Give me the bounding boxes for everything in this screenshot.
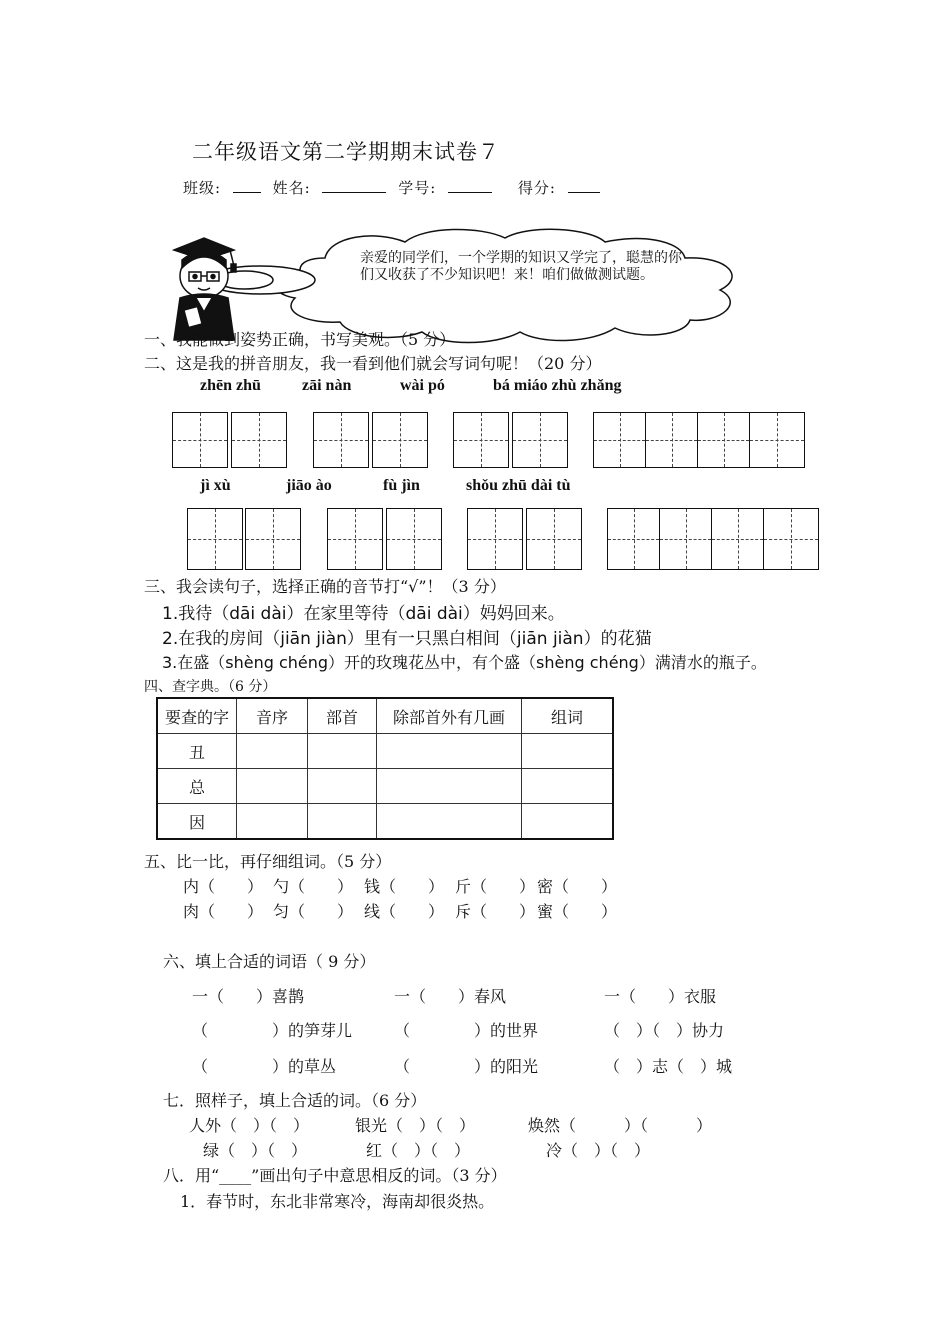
table-row <box>157 769 613 804</box>
writing-grid[interactable] <box>231 412 287 468</box>
writing-grid[interactable] <box>749 412 805 468</box>
writing-grid[interactable] <box>467 508 523 570</box>
section-8-heading: 八．用“____”画出句子中意思相反的词。（3 分） <box>163 1166 507 1185</box>
example-item: 红（ ）（ ） <box>366 1141 471 1160</box>
compare-item: 勺（ ） <box>273 877 354 896</box>
fill-item: （ ）的笋芽儿 <box>192 1021 353 1040</box>
writing-grid[interactable] <box>453 412 509 468</box>
class-field[interactable] <box>233 178 261 193</box>
pinyin-1-1: zhēn zhū <box>200 377 261 394</box>
score-label: 得分: <box>517 179 556 197</box>
section-6-heading: 六、填上合适的词语（ 9 分） <box>163 952 376 971</box>
table-cell-empty[interactable] <box>377 769 522 804</box>
score-field[interactable] <box>568 178 600 193</box>
table-header: 组词 <box>522 698 614 734</box>
sentence-3: 3.在盛（shèng chéng）开的玫瑰花丛中，有个盛（shèng chéng）满清水的瓶子。 <box>162 653 767 672</box>
writing-grid[interactable] <box>697 412 750 468</box>
fill-item: 一（ ）喜鹊 <box>192 987 305 1006</box>
writing-grid[interactable] <box>607 508 660 570</box>
writing-grid[interactable] <box>187 508 243 570</box>
section-7-heading: 七．照样子，填上合适的词。（6 分） <box>163 1091 427 1110</box>
pinyin-2-2: jiāo ào <box>286 477 332 494</box>
example-item: 冷（ ）（ ） <box>546 1141 651 1160</box>
writing-grid[interactable] <box>526 508 582 570</box>
number-label: 学号: <box>398 179 437 197</box>
fill-item: （ ）的世界 <box>394 1021 539 1040</box>
table-header: 除部首外有几画 <box>377 698 522 734</box>
fill-item: （ ）的草丛 <box>192 1057 337 1076</box>
table-cell-empty[interactable] <box>377 734 522 769</box>
fill-item: （ ）（ ）协力 <box>604 1021 725 1040</box>
compare-item: 肉（ ） <box>183 902 264 921</box>
table-cell-char: 因 <box>157 804 237 840</box>
table-cell-empty[interactable] <box>522 769 614 804</box>
writing-grid[interactable] <box>763 508 819 570</box>
writing-grid[interactable] <box>313 412 369 468</box>
table-header-row <box>157 698 613 734</box>
table-cell-empty[interactable] <box>377 804 522 840</box>
table-row <box>157 804 613 840</box>
section-5-heading: 五、比一比，再仔细组词。（5 分） <box>144 852 392 871</box>
writing-grid[interactable] <box>245 508 301 570</box>
section-2-heading: 二、这是我的拼音朋友，我一看到他们就会写词句呢！（20 分） <box>144 354 602 373</box>
name-field[interactable] <box>322 178 386 193</box>
section-3-heading: 三、我会读句子，选择正确的音节打“√”！（3 分） <box>144 577 506 596</box>
pinyin-2-4: shǒu zhū dài tù <box>466 477 571 494</box>
class-label: 班级: <box>183 179 222 197</box>
pinyin-2-3: fù jìn <box>383 477 420 494</box>
table-cell-empty[interactable] <box>308 769 377 804</box>
table-cell-char: 丑 <box>157 734 237 769</box>
writing-grid[interactable] <box>645 412 698 468</box>
table-cell-empty[interactable] <box>237 769 308 804</box>
compare-item: 蜜（ ） <box>537 902 618 921</box>
table-cell-empty[interactable] <box>522 804 614 840</box>
cloud-message: 亲爱的同学们，一个学期的知识又学完了，聪慧的你们又收获了不少知识吧！来！咱们做做测试题。 <box>360 250 682 283</box>
student-info-line <box>183 177 606 198</box>
writing-grid[interactable] <box>711 508 764 570</box>
compare-item: 匀（ ） <box>273 902 354 921</box>
sentence-2: 2.在我的房间（jiān jiàn）里有一只黑白相间（jiān jiàn）的花猫 <box>162 629 652 649</box>
writing-grid[interactable] <box>659 508 712 570</box>
example-item: 人外（ ）（ ） <box>189 1116 310 1135</box>
example-item: 绿（ ）（ ） <box>203 1141 308 1160</box>
compare-item: 斥（ ） <box>455 902 536 921</box>
example-item: 焕然（ ）（ ） <box>528 1116 713 1135</box>
writing-grid[interactable] <box>512 412 568 468</box>
fill-item: （ ）志（ ）城 <box>604 1057 733 1076</box>
fill-item: 一（ ）衣服 <box>604 987 717 1006</box>
fill-item: 一（ ）春风 <box>394 987 507 1006</box>
pinyin-1-2: zāi nàn <box>302 377 352 394</box>
fill-item: （ ）的阳光 <box>394 1057 539 1076</box>
compare-item: 密（ ） <box>537 877 618 896</box>
table-cell-empty[interactable] <box>308 734 377 769</box>
pinyin-1-3: wài pó <box>400 377 445 394</box>
writing-grid[interactable] <box>172 412 228 468</box>
number-field[interactable] <box>448 178 492 193</box>
page-title: 二年级语文第二学期期末试卷７ <box>192 140 500 164</box>
writing-grid[interactable] <box>386 508 442 570</box>
writing-grid[interactable] <box>593 412 646 468</box>
table-header: 音序 <box>237 698 308 734</box>
table-cell-empty[interactable] <box>308 804 377 840</box>
pinyin-1-4: bá miáo zhù zhǎng <box>493 377 622 394</box>
writing-grid[interactable] <box>327 508 383 570</box>
compare-item: 斤（ ） <box>455 877 536 896</box>
table-cell-empty[interactable] <box>237 734 308 769</box>
section-8-item-1: 1．春节时，东北非常寒冷，海南却很炎热。 <box>180 1192 495 1211</box>
example-item: 银光（ ）（ ） <box>355 1116 476 1135</box>
dictionary-table <box>156 697 614 840</box>
table-row <box>157 734 613 769</box>
writing-grid[interactable] <box>372 412 428 468</box>
table-header: 要查的字 <box>157 698 237 734</box>
table-header: 部首 <box>308 698 377 734</box>
table-cell-empty[interactable] <box>237 804 308 840</box>
table-cell-char: 总 <box>157 769 237 804</box>
pinyin-2-1: jì xù <box>200 477 231 494</box>
compare-item: 内（ ） <box>183 877 264 896</box>
sentence-1: 1.我待（dāi dài）在家里等待（dāi dài）妈妈回来。 <box>162 604 565 624</box>
section-1-heading: 一、我能做到姿势正确，书写美观。（5 分） <box>144 330 456 349</box>
compare-item: 线（ ） <box>364 902 445 921</box>
section-4-heading: 四、查字典。（6 分） <box>144 679 277 695</box>
name-label: 姓名: <box>272 179 311 197</box>
table-cell-empty[interactable] <box>522 734 614 769</box>
compare-item: 钱（ ） <box>364 877 445 896</box>
